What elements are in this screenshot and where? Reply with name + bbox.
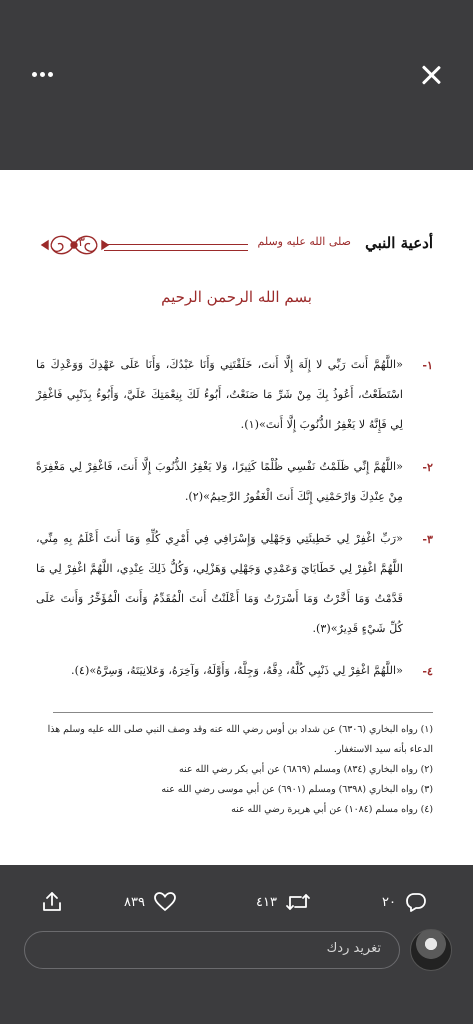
dua-text: «اللَّهُمَّ أَنتَ رَبِّي لا إِلَهَ إِلَّا أَنتَ، خَلَقْتَنِي وَأَنَا عَبْدُكَ، وَأَنَا عَلَى عَهْدِكَ وَوَعْدِكَ مَا اسْتَطَعْتُ، أَعُوذُ بِكَ مِنْ شَرِّ مَا صَنَعْتُ، أَبُوءُ لَكَ بِنِعْمَتِكَ عَلَيَّ، وَأَبُوءُ بِذَنْبِي فَاغْفِرْ لِي فَإِنَّهُ لا يَغْفِرُ الذُّنُوبَ إِلَّا أَنتَ»(١).: [36, 358, 403, 431]
dua-number: ٣-: [422, 532, 433, 546]
footnote: (٣) رواه البخاري (٦٣٩٨) ومسلم (٦٩٠١) عن أبي موسى رضي الله عنه: [161, 784, 433, 795]
scanned-page: [0, 170, 473, 865]
footnote: (٢) رواه البخاري (٨٣٤) ومسلم (٦٨٦٩) عن أبي بكر رضي الله عنه: [178, 764, 433, 775]
dua-number: ٢-: [422, 460, 433, 474]
reply-button[interactable]: [382, 887, 428, 917]
page-title: أدعية النبي: [365, 234, 433, 252]
dua-number: ١-: [422, 358, 433, 372]
footnote-separator: [53, 712, 433, 713]
share-button[interactable]: [40, 887, 64, 917]
dua-item: [36, 524, 433, 644]
dua-text: «رَبِّ اغْفِرْ لِي خَطِيئَتِي وَجَهْلِي وَإِسْرَافِي فِي أَمْرِي كُلِّهِ وَمَا أَنتَ أَعْلَمُ بِهِ مِنِّي، اللَّهُمَّ اغْفِرْ لِي خَطَايَايَ وَعَمْدِي وَجَهْلِي وَهَزْلِي، وَكُلُّ ذَلِكَ عِنْدِي، اللَّهُمَّ اغْفِرْ لِي مَا قَدَّمْتُ وَمَا أَخَّرْتُ وَمَا أَسْرَرْتُ وَمَا أَعْلَنْتُ أَنتَ الْمُقَدِّمُ وَأَنتَ الْمُؤَخِّرُ وَأَنتَ عَلَى كُلِّ شَيْءٍ قَدِيرٌ»(٣).: [36, 532, 403, 635]
more-dots-icon[interactable]: [30, 72, 56, 80]
footnotes: [36, 720, 433, 820]
page-number: ٣: [78, 235, 85, 250]
dua-item: [36, 452, 433, 512]
reply-count: ٢٠: [382, 894, 396, 910]
tweet-actions: [0, 887, 473, 917]
avatar[interactable]: [410, 929, 452, 971]
retweet-icon: [285, 890, 311, 914]
dua-item: [36, 350, 433, 440]
footnote: (١) رواه البخاري (٦٣٠٦) عن شداد بن أوس رضي الله عنه وقد وصف النبي صلى الله عليه وسلم هذا الدعاء بأنه سيد الاستغفار.: [47, 724, 433, 755]
retweet-button[interactable]: [256, 887, 311, 917]
page-header: [40, 228, 433, 262]
dua-text: «اللَّهُمَّ إِنِّي ظَلَمْتُ نَفْسِي ظُلْمًا كَثِيرًا، وَلا يَغْفِرُ الذُّنُوبَ إِلَّا أَنتَ، فَاغْفِرْ لِي مَغْفِرَةً مِنْ عِنْدِكَ وَارْحَمْنِي إِنَّكَ أَنتَ الْغَفُورُ الرَّحِيمُ»(٢).: [36, 460, 403, 503]
bottom-bar: [0, 865, 473, 1024]
heart-icon: [153, 890, 177, 914]
dua-number: ٤-: [422, 664, 433, 678]
ornament-icon: [40, 228, 110, 262]
reply-placeholder: تغريد ردك: [326, 941, 381, 956]
close-icon[interactable]: [420, 64, 442, 86]
reply-input[interactable]: [24, 931, 400, 969]
retweet-count: ٤١٣: [256, 894, 277, 910]
dua-item: [36, 656, 433, 686]
footnote: (٤) رواه مسلم (١٠٨٤) عن أبي هريرة رضي الله عنه: [231, 804, 433, 815]
basmala: بسم الله الرحمن الرحيم: [161, 288, 312, 306]
top-bar: [0, 0, 473, 170]
dua-list: [36, 350, 433, 698]
reply-icon: [404, 890, 428, 914]
like-count: ٨٣٩: [124, 894, 145, 910]
dua-text: «اللَّهُمَّ اغْفِرْ لِي ذَنْبِي كُلَّهُ، دِقَّهُ، وَجِلَّهُ، وَأَوَّلَهُ، وَآخِرَهُ، وَعَلانِيَتَهُ، وَسِرَّهُ»(٤).: [71, 664, 403, 677]
header-salawat: صلى الله عليه وسلم: [257, 235, 351, 248]
share-icon: [40, 890, 64, 914]
header-rule: [104, 244, 248, 251]
like-button[interactable]: [124, 887, 177, 917]
